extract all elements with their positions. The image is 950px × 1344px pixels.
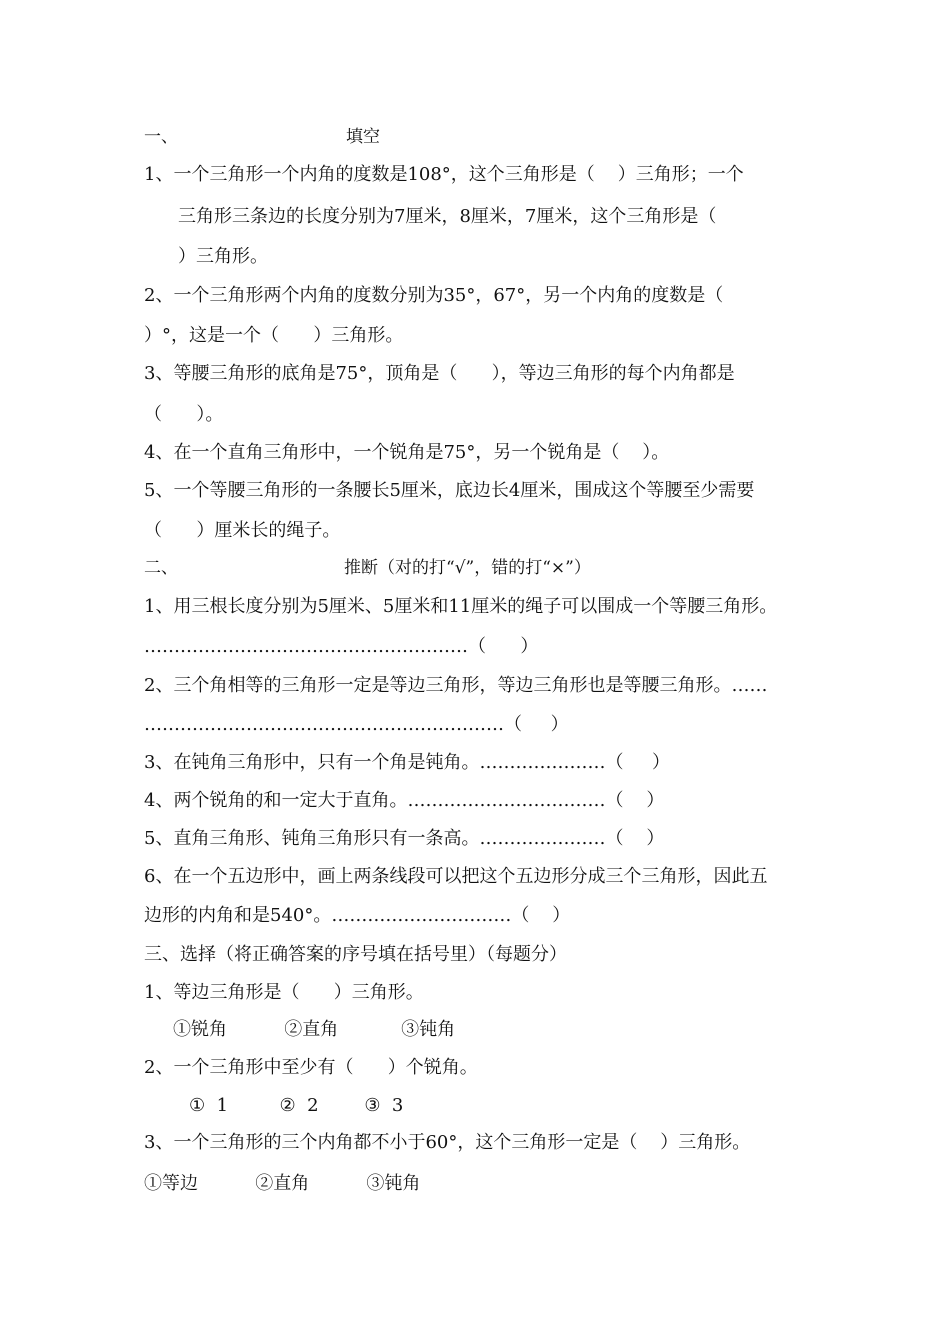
q2-2-line1: 2、三个角相等的三角形一定是等边三角形，等边三角形也是等腰三角形。……: [144, 675, 768, 696]
q1-1-line2: 三角形三条边的长度分别为7厘米，8厘米，7厘米，这个三角形是（: [178, 206, 717, 227]
q1-5-line2: （ ）厘米长的绳子。: [144, 520, 341, 541]
q1-2-line1: 2、一个三角形两个内角的度数分别为35°，67°，另一个内角的度数是（: [144, 285, 724, 306]
q3-1-question: 1、等边三角形是（ ）三角形。: [144, 982, 424, 1003]
section2-number: 二、: [144, 558, 178, 578]
section3-title: 三、选择（将正确答案的序号填在括号里）（每题分）: [144, 944, 567, 965]
section1-title: 填空: [346, 127, 380, 147]
q1-5-line1: 5、一个等腰三角形的一条腰长5厘米，底边长4厘米，围成这个等腰至少需要: [144, 480, 755, 501]
q3-1-options: ①锐角 ②直角 ③钝角: [173, 1019, 456, 1040]
q2-6-line1: 6、在一个五边形中，画上两条线段可以把这个五边形分成三个三角形，因此五: [144, 866, 768, 887]
q1-3-line1: 3、等腰三角形的底角是75°，顶角是（ ），等边三角形的每个内角都是: [144, 363, 735, 384]
q1-4-line1: 4、在一个直角三角形中，一个锐角是75°，另一个锐角是（ ）。: [144, 442, 670, 463]
q2-1-line1: 1、用三根长度分别为5厘米、5厘米和11厘米的绳子可以围成一个等腰三角形。: [144, 596, 778, 617]
section1-number: 一、: [144, 127, 178, 147]
q2-5-line1: 5、直角三角形、钝角三角形只有一条高。…………………（ ）: [144, 828, 665, 849]
q1-3-line2: （ ）。: [144, 404, 224, 425]
q3-2-question: 2、一个三角形中至少有（ ）个锐角。: [144, 1057, 478, 1078]
q2-3-line1: 3、在钝角三角形中，只有一个角是钝角。…………………（ ）: [144, 752, 671, 773]
q2-2-line2: ……………………………………………………（ ）: [144, 714, 569, 735]
q1-2-line2: ）°，这是一个（ ）三角形。: [144, 325, 404, 346]
q3-3-options: ①等边 ②直角 ③钝角: [144, 1173, 421, 1194]
q2-1-line2: ………………………………………………（ ）: [144, 636, 539, 657]
q2-4-line1: 4、两个锐角的和一定大于直角。……………………………（ ）: [144, 790, 665, 811]
q3-3-question: 3、一个三角形的三个内角都不小于60°，这个三角形一定是（ ）三角形。: [144, 1132, 751, 1153]
q3-2-options: ① 1 ② 2 ③ 3: [189, 1095, 404, 1116]
q1-1-line1: 1、一个三角形一个内角的度数是108°，这个三角形是（ ）三角形；一个: [144, 164, 744, 185]
q2-6-line2: 边形的内角和是540°。…………………………（ ）: [144, 905, 571, 926]
q1-1-line3: ）三角形。: [178, 246, 268, 267]
section2-title: 推断（对的打“√”，错的打“×”）: [344, 558, 591, 578]
